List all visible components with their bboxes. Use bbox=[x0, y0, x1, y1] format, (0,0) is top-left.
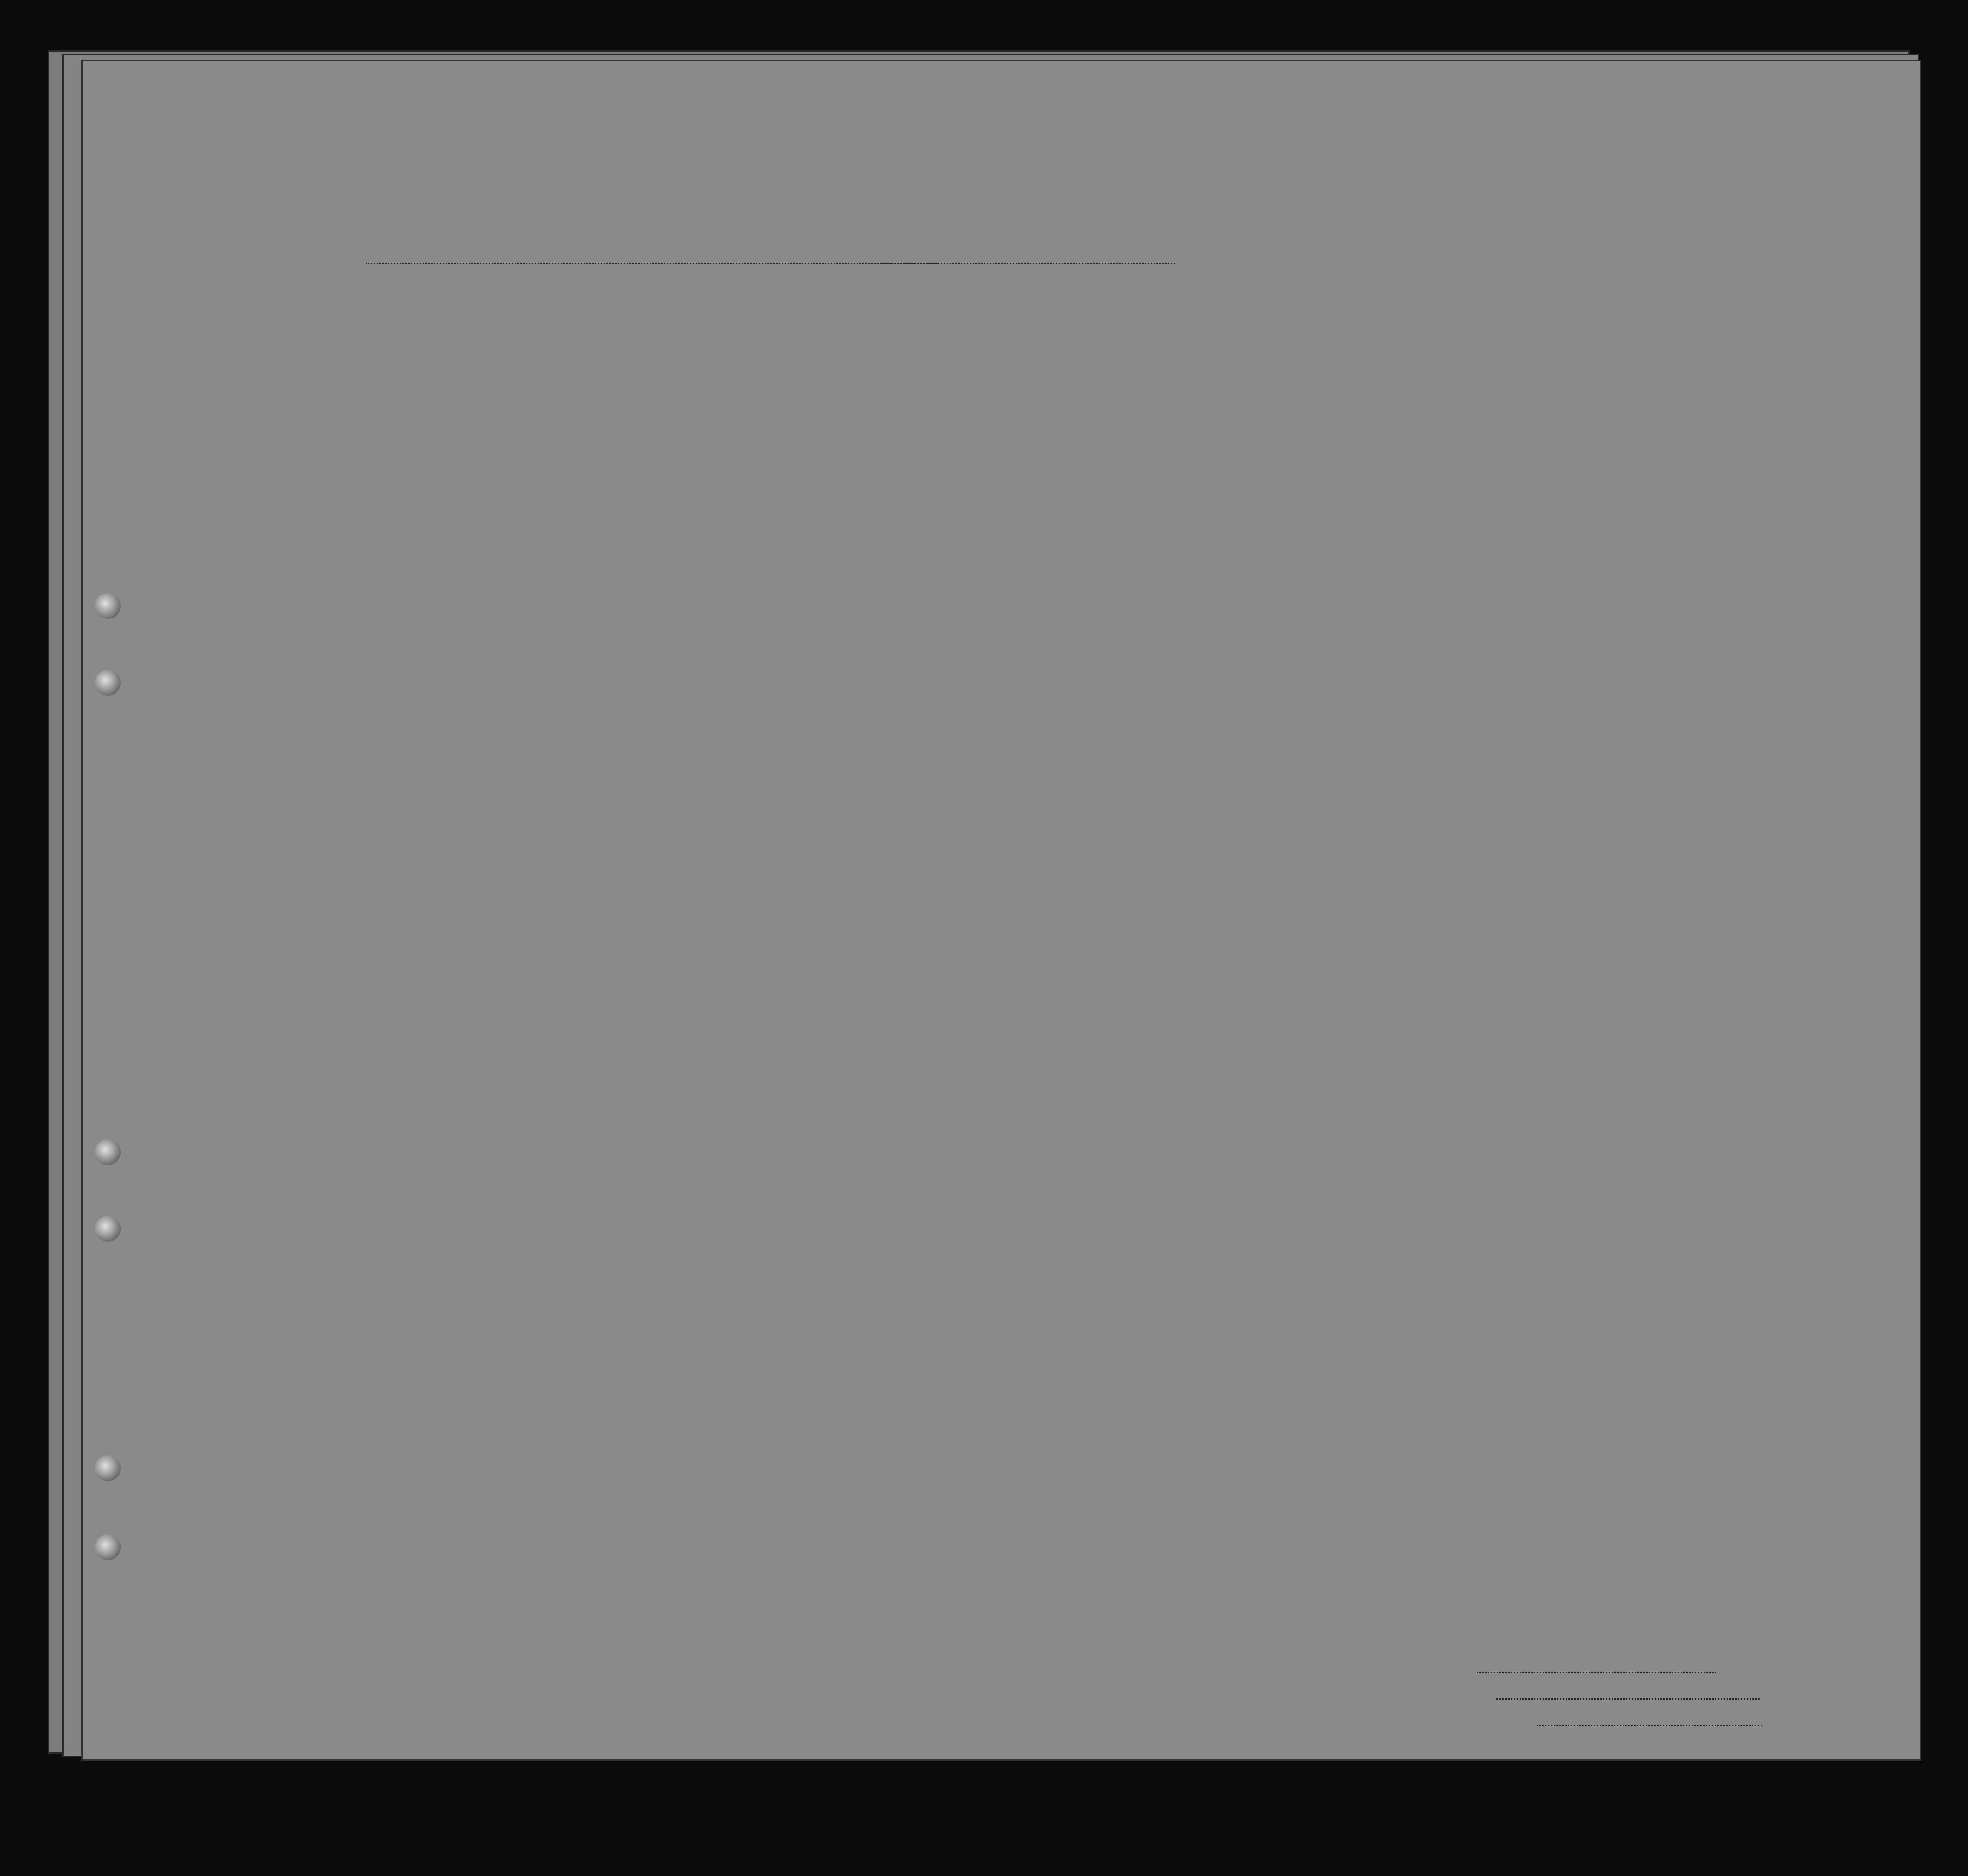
punch-hole bbox=[95, 593, 121, 619]
punch-hole bbox=[95, 670, 121, 696]
punch-hole bbox=[95, 1534, 121, 1560]
owners-dotline bbox=[1496, 1698, 1760, 1700]
line-dotline bbox=[1477, 1672, 1716, 1673]
agents-dotline bbox=[1537, 1725, 1762, 1726]
manifest-grid bbox=[83, 61, 1921, 1761]
punch-hole bbox=[95, 1139, 121, 1165]
punch-hole bbox=[95, 1216, 121, 1242]
manifest-sheet bbox=[81, 60, 1921, 1761]
punch-hole bbox=[95, 1455, 121, 1481]
